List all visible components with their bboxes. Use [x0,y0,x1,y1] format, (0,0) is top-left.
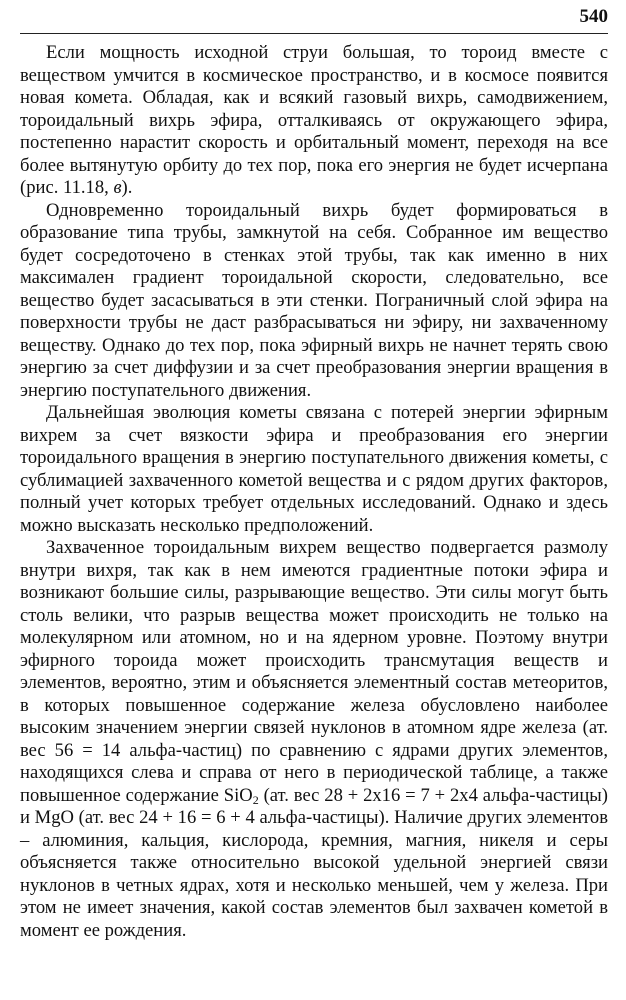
paragraph-1 [20,42,608,200]
figure-letter: в [113,177,122,198]
paragraph-4-text: Захваченное тороидальным вихрем вещество подвергается размолу внутри вихря, так как в нем имеются градиентные потоки эфира и возникают большие силы, разрывающие вещество. Эти силы могут быть столь велики, что разрыв вещества может происходить не только на молекулярном или атомном, но и на ядерном уровне. Поэтому внутри эфирного тороида может происходить трансмутация веществ и элементов, вероятно, этим и объясняется элементный состав метеоритов, в которых повышенное содержание железа обусловлено наиболее высоким значением энергии связей нуклонов в атомном ядре железа (ат. вес 56 = 14 альфа-частиц) по сравнению с ядрами других элементов, находящихся слева и справа от него в периодической таблице, а также повышенное содержание SiO [20,537,608,806]
paragraph-3: Дальнейшая эволюция кометы связана с потерей энергии эфирным вихрем за счет вязкости эфира и преобразования его энергии тороидального вращения в энергию поступательного движения кометы, с сублимацией захваченного кометой вещества и с рядом других факторов, полный учет которых требует отдельных исследований. Однако и здесь можно высказать несколько предположений. [20,402,608,536]
paragraph-1-text: Если мощность исходной струи большая, то тороид вместе с веществом умчится в космическое пространство, и в космосе появится новая комета. Обладая, как и всякий газовый вихрь, самодвижением, тороидальный вихрь эфира, отталкиваясь от окружающего эфира, постепенно нарастит скорость и орбитальный момент, переходя на все более вытянутую орбиту до тех пор, пока его энергия не будет исчерпана (рис. 11.18, [20,42,608,198]
page-number: 540 [579,6,608,27]
subscript-2: 2 [252,792,259,807]
paragraph-1-end: ). [121,177,133,198]
page-body [20,42,608,942]
paragraph-2: Одновременно тороидальный вихрь будет формироваться в образование типа трубы, замкнутой на себя. Собранное им вещество будет сосредоточено в стенках этой трубы, так как именно в них максимален градиент тороидальной скорости, следовательно, все вещество будет засасываться в эти стенки. Пограничный слой эфира на поверхности трубы не даст разбрасываться ни эфиру, ни захваченному веществу. Однако до тех пор, пока эфирный вихрь не начнет терять свою энергию за счет диффузии и за счет преобразования энергии вращения в энергию поступательного движения. [20,199,608,401]
paragraph-4 [20,537,608,942]
header-rule [20,33,608,34]
paragraph-4-end: (ат. вес 28 + 2x16 = 7 + 2x4 альфа-частицы) и MgO (ат. вес 24 + 16 = 6 + 4 альфа-частицы). Наличие других элементов – алюминия, кальция, кислорода, кремния, магния, никеля и серы объясняется также относительно высокой удельной энергией связи нуклонов в четных ядрах, хотя и несколько меньшей, чем у железа. При этом не имеет значения, какой состав элементов был захвачен кометой в момент ее рождения. [20,784,608,941]
